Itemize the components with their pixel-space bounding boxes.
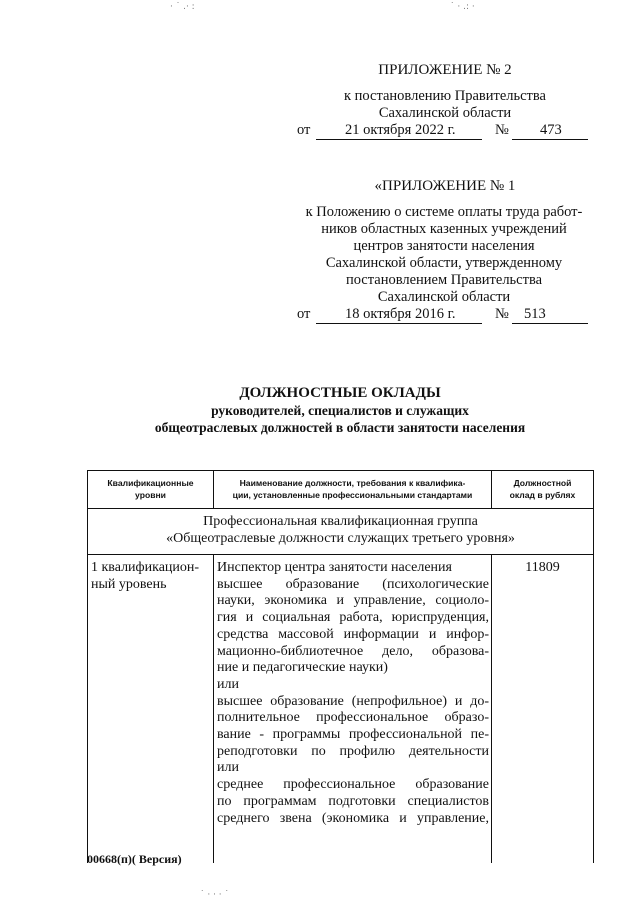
description-line: мационно-библиотечное дело, образова- xyxy=(217,643,489,659)
header-text: оклад в рублях xyxy=(509,490,576,500)
salary-value: 11809 xyxy=(525,560,560,575)
scan-artifact: ˙ · .: · xyxy=(450,2,475,12)
doc-title-line2: руководителей, специалистов и служащих xyxy=(211,403,469,418)
decree-date: 21 октября 2022 г. xyxy=(345,122,456,138)
description-line: науки, экономика и управление, социоло- xyxy=(217,593,489,609)
appendix-1-line: постановлением Правительства xyxy=(345,272,543,288)
number-underline xyxy=(512,323,588,324)
description-line: по программам подготовки специалистов xyxy=(217,793,489,809)
description-line: среднего звена (экономика и управление, xyxy=(217,810,489,826)
description-line: Инспектор центра занятости населения xyxy=(217,560,452,575)
appendix-2-line: к постановлению Правительства xyxy=(344,88,546,104)
decree-number: 513 xyxy=(524,306,546,322)
date-underline xyxy=(316,323,482,324)
header-text: Должностной xyxy=(513,478,572,488)
scan-artifact: ˙ · · · ˙ xyxy=(200,890,230,900)
description-line: или xyxy=(217,676,239,692)
document-code xyxy=(87,852,182,867)
description-line: полнительное профессиональное образо- xyxy=(217,710,489,726)
doc-title-line3: общеотраслевых должностей в области занятости населения xyxy=(154,420,526,435)
group-title-line: Профессиональная квалификационная группа xyxy=(203,514,478,529)
scan-artifact: · ˙ .· : xyxy=(170,2,195,12)
number-underline xyxy=(512,139,588,140)
description-line: высшее образование (непрофильное) и до- xyxy=(217,693,489,709)
header-position-name xyxy=(214,477,491,501)
header-text: ции, установленные профессиональными стандартами xyxy=(232,490,473,500)
appendix-1-lines xyxy=(288,204,600,306)
row-divider xyxy=(88,508,593,509)
description-line: гия и социальная работа, юриспруденция, xyxy=(217,610,489,626)
header-salary xyxy=(492,477,593,501)
header-text: Квалификационные xyxy=(107,478,194,488)
number-label: № xyxy=(495,306,509,322)
date-underline xyxy=(316,139,482,140)
appendix-1-line: Сахалинской области, утвержденному xyxy=(325,255,563,271)
header-text: уровни xyxy=(135,490,166,500)
level-line: 1 квалификацион- xyxy=(91,560,200,575)
appendix-1-line: центров занятости населения xyxy=(353,238,535,254)
group-title xyxy=(88,514,593,547)
description-line: реподготовки по профилю деятельности xyxy=(217,743,489,759)
position-description xyxy=(217,560,489,827)
group-title-line: «Общеотраслевые должности служащих третьего уровня» xyxy=(166,530,515,546)
doc-title xyxy=(40,384,634,436)
description-line: среднее профессиональное образование xyxy=(217,777,489,793)
description-line: высшее образование (психологические xyxy=(217,576,489,592)
appendix-2-block xyxy=(290,62,600,79)
col-divider xyxy=(213,554,214,863)
appendix-2-line: Сахалинской области xyxy=(378,105,512,121)
from-label: от xyxy=(297,122,311,138)
number-label: № xyxy=(495,122,509,138)
from-label: от xyxy=(297,306,311,322)
appendix-1-line: Сахалинской области xyxy=(377,289,511,305)
description-line: или xyxy=(217,760,239,776)
description-line: средства массовой информации и инфор- xyxy=(217,626,489,642)
decree-date: 18 октября 2016 г. xyxy=(345,306,456,322)
description-line: вание - программы профессиональной пе- xyxy=(217,727,489,743)
header-text: Наименование должности, требования к квалифика- xyxy=(239,478,466,488)
row-divider xyxy=(88,554,593,555)
appendix-1-title: «ПРИЛОЖЕНИЕ № 1 xyxy=(374,178,516,194)
decree-number: 473 xyxy=(540,122,562,138)
appendix-1-line: к Положению о системе оплаты труда работ- xyxy=(305,204,583,220)
appendix-2-title: ПРИЛОЖЕНИЕ № 2 xyxy=(378,62,512,78)
salary-table xyxy=(87,470,594,863)
document-code-text: 00668(п)( Версия) xyxy=(87,852,182,866)
qualification-level xyxy=(91,560,211,593)
appendix-1-title-block xyxy=(290,178,600,195)
appendix-1-line: ников областных казенных учреждений xyxy=(321,221,567,237)
col-divider xyxy=(491,554,492,863)
doc-title-line1: ДОЛЖНОСТНЫЕ ОКЛАДЫ xyxy=(239,385,441,401)
appendix-2-subtitle xyxy=(290,88,600,122)
header-qualification-levels xyxy=(88,477,213,501)
description-line: ние и педагогические науки) xyxy=(217,660,388,676)
level-line: ный уровень xyxy=(91,576,167,592)
